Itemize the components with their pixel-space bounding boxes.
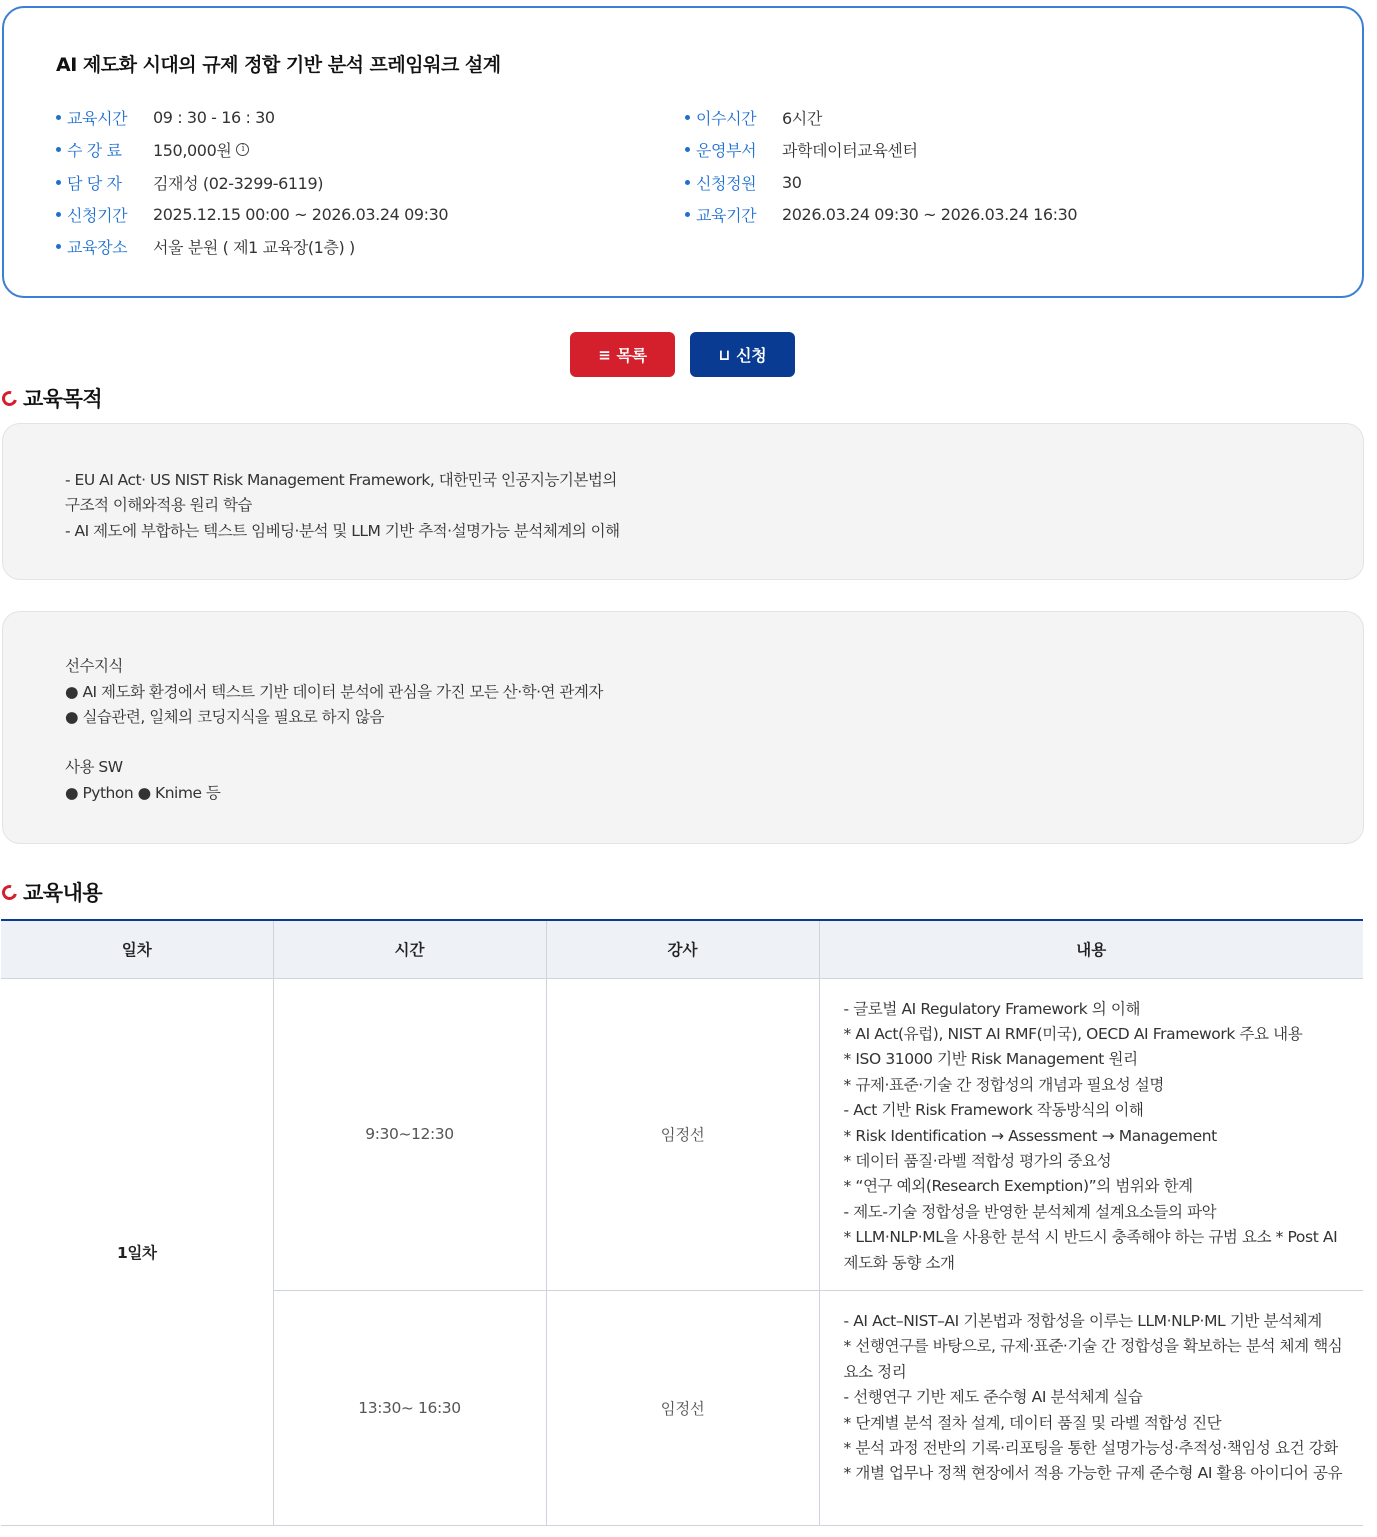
info-row-department xyxy=(685,138,918,161)
info-label: 운영부서 xyxy=(696,141,757,160)
purpose-line: - AI 제도에 부합하는 텍스트 임베딩·분석 및 LLM 기반 추적·설명가능 분석체계의 이해 xyxy=(65,522,620,540)
info-row-location xyxy=(56,235,355,258)
info-value: 과학데이터교육센터 xyxy=(782,141,918,160)
bullet-icon xyxy=(685,147,690,152)
menu-icon: ≡ xyxy=(598,345,611,364)
section-heading-purpose xyxy=(2,383,102,413)
list-button-label: 목록 xyxy=(616,346,647,365)
purpose-box xyxy=(2,423,1364,580)
content-line: - 글로벌 AI Regulatory Framework 의 이해 xyxy=(843,999,1141,1018)
course-title: AI 제도화 시대의 규제 정합 기반 분석 프레임워크 설계 xyxy=(56,54,501,76)
table-row xyxy=(1,978,1363,1290)
info-row-fee xyxy=(56,138,249,161)
info-label: 담 당 자 xyxy=(67,174,122,193)
info-label: 신청정원 xyxy=(696,174,757,193)
info-label: 신청기간 xyxy=(67,206,128,225)
info-row-edu-time xyxy=(56,106,275,129)
content-line: - Act 기반 Risk Framework 작동방식의 이해 xyxy=(843,1101,1144,1120)
prereq-line: ● AI 제도화 환경에서 텍스트 기반 데이터 분석에 관심을 가진 모든 산·학·연 관계자 xyxy=(65,683,603,701)
register-icon: ⊔ xyxy=(718,345,731,364)
content-line: * 선행연구를 바탕으로, 규제·표준·기술 간 정합성을 확보하는 분석 체계 핵심요소 정리 xyxy=(843,1337,1343,1381)
column-header: 강사 xyxy=(546,920,819,978)
section-heading-content xyxy=(2,877,102,907)
info-row-capacity xyxy=(685,171,802,194)
purpose-line: 구조적 이해와적용 원리 학습 xyxy=(65,496,252,514)
bullet-icon xyxy=(685,180,690,185)
info-value: 09 : 30 - 16 : 30 xyxy=(153,108,275,127)
info-value: 6시간 xyxy=(782,109,822,128)
content-line: * 단계별 분석 절차 설계, 데이터 품질 및 라벨 적합성 진단 xyxy=(843,1413,1222,1432)
column-header: 시간 xyxy=(273,920,546,978)
content-line: - 선행연구 기반 제도 준수형 AI 분석체계 실습 xyxy=(843,1388,1143,1407)
content-line: * 분석 과정 전반의 기록·리포팅을 통한 설명가능성·추적성·책임성 요건 강화 xyxy=(843,1439,1338,1457)
bullet-icon xyxy=(56,147,61,152)
info-label: 교육장소 xyxy=(67,238,128,257)
column-header: 일차 xyxy=(1,920,273,978)
bullet-icon xyxy=(56,244,61,249)
section-mark-icon xyxy=(0,388,20,408)
content-cell xyxy=(819,978,1363,1290)
content-line: * 데이터 품질·라벨 적합성 평가의 중요성 xyxy=(843,1151,1112,1170)
info-value: 30 xyxy=(782,173,802,192)
info-value: 김재성 (02-3299-6119) xyxy=(153,174,324,193)
content-line: * Risk Identification → Assessment → Management xyxy=(843,1126,1217,1145)
bullet-icon xyxy=(685,212,690,217)
section-title: 교육목적 xyxy=(23,387,103,411)
time-cell: 9:30~12:30 xyxy=(273,978,546,1290)
section-title: 교육내용 xyxy=(23,881,103,905)
day-cell: 1일차 xyxy=(1,978,273,1525)
column-header: 내용 xyxy=(819,920,1363,978)
info-value: 150,000원 xyxy=(153,141,232,160)
info-row-apply-period xyxy=(56,203,448,226)
info-row-credit-hours xyxy=(685,106,822,129)
content-line: - 제도-기술 정합성을 반영한 분석체계 설계요소들의 파악 xyxy=(843,1202,1217,1221)
instructor-cell: 임정선 xyxy=(546,1290,819,1525)
info-value: 서울 분원 ( 제1 교육장(1층) ) xyxy=(153,238,355,257)
prereq-line: ● 실습관련, 일체의 코딩지식을 필요로 하지 않음 xyxy=(65,708,385,726)
info-value: 2025.12.15 00:00 ~ 2026.03.24 09:30 xyxy=(153,205,449,224)
info-circle-icon[interactable]: i xyxy=(236,143,249,156)
content-line: * “연구 예외(Research Exemption)”의 범위와 한계 xyxy=(843,1177,1193,1196)
content-line: * ISO 31000 기반 Risk Management 원리 xyxy=(843,1050,1138,1069)
info-row-edu-period xyxy=(685,203,1077,226)
content-line: * 규제·표준·기술 간 정합성의 개념과 필요성 설명 xyxy=(843,1075,1164,1094)
table-header-row xyxy=(1,920,1363,978)
info-row-manager xyxy=(56,171,323,194)
software-heading: 사용 SW xyxy=(65,758,123,776)
bullet-icon xyxy=(56,212,61,217)
content-line: * LLM·NLP·ML을 사용한 분석 시 반드시 충족해야 하는 규범 요소 * Post AI 제도화 동향 소개 xyxy=(843,1228,1338,1272)
content-cell xyxy=(819,1290,1363,1525)
content-line: * AI Act(유럽), NIST AI RMF(미국), OECD AI Framework 주요 내용 xyxy=(843,1024,1303,1043)
section-mark-icon xyxy=(0,882,20,902)
content-line: - AI Act–NIST–AI 기본법과 정합성을 이루는 LLM·NLP·ML 기반 분석체계 xyxy=(843,1311,1322,1330)
list-button[interactable] xyxy=(570,332,675,377)
info-label: 이수시간 xyxy=(696,109,757,128)
software-line: ● Python ● Knime 등 xyxy=(65,784,221,802)
content-line: * 개별 업무나 정책 현장에서 적용 가능한 규제 준수형 AI 활용 아이디어 공유 xyxy=(843,1464,1343,1483)
bullet-icon xyxy=(56,180,61,185)
apply-button-label: 신청 xyxy=(736,346,767,365)
bullet-icon xyxy=(56,115,61,120)
info-label: 교육시간 xyxy=(67,109,128,128)
time-cell: 13:30~ 16:30 xyxy=(273,1290,546,1525)
info-label: 수 강 료 xyxy=(67,141,122,160)
apply-button[interactable] xyxy=(690,332,795,377)
instructor-cell: 임정선 xyxy=(546,978,819,1290)
info-label: 교육기간 xyxy=(696,206,757,225)
course-info-box xyxy=(2,6,1364,298)
bullet-icon xyxy=(685,115,690,120)
curriculum-table xyxy=(1,919,1363,1526)
info-value: 2026.03.24 09:30 ~ 2026.03.24 16:30 xyxy=(782,205,1078,224)
purpose-line: - EU AI Act· US NIST Risk Management Framework, 대한민국 인공지능기본법의 xyxy=(65,471,617,489)
prereq-heading: 선수지식 xyxy=(65,657,123,675)
prerequisite-box xyxy=(2,611,1364,844)
